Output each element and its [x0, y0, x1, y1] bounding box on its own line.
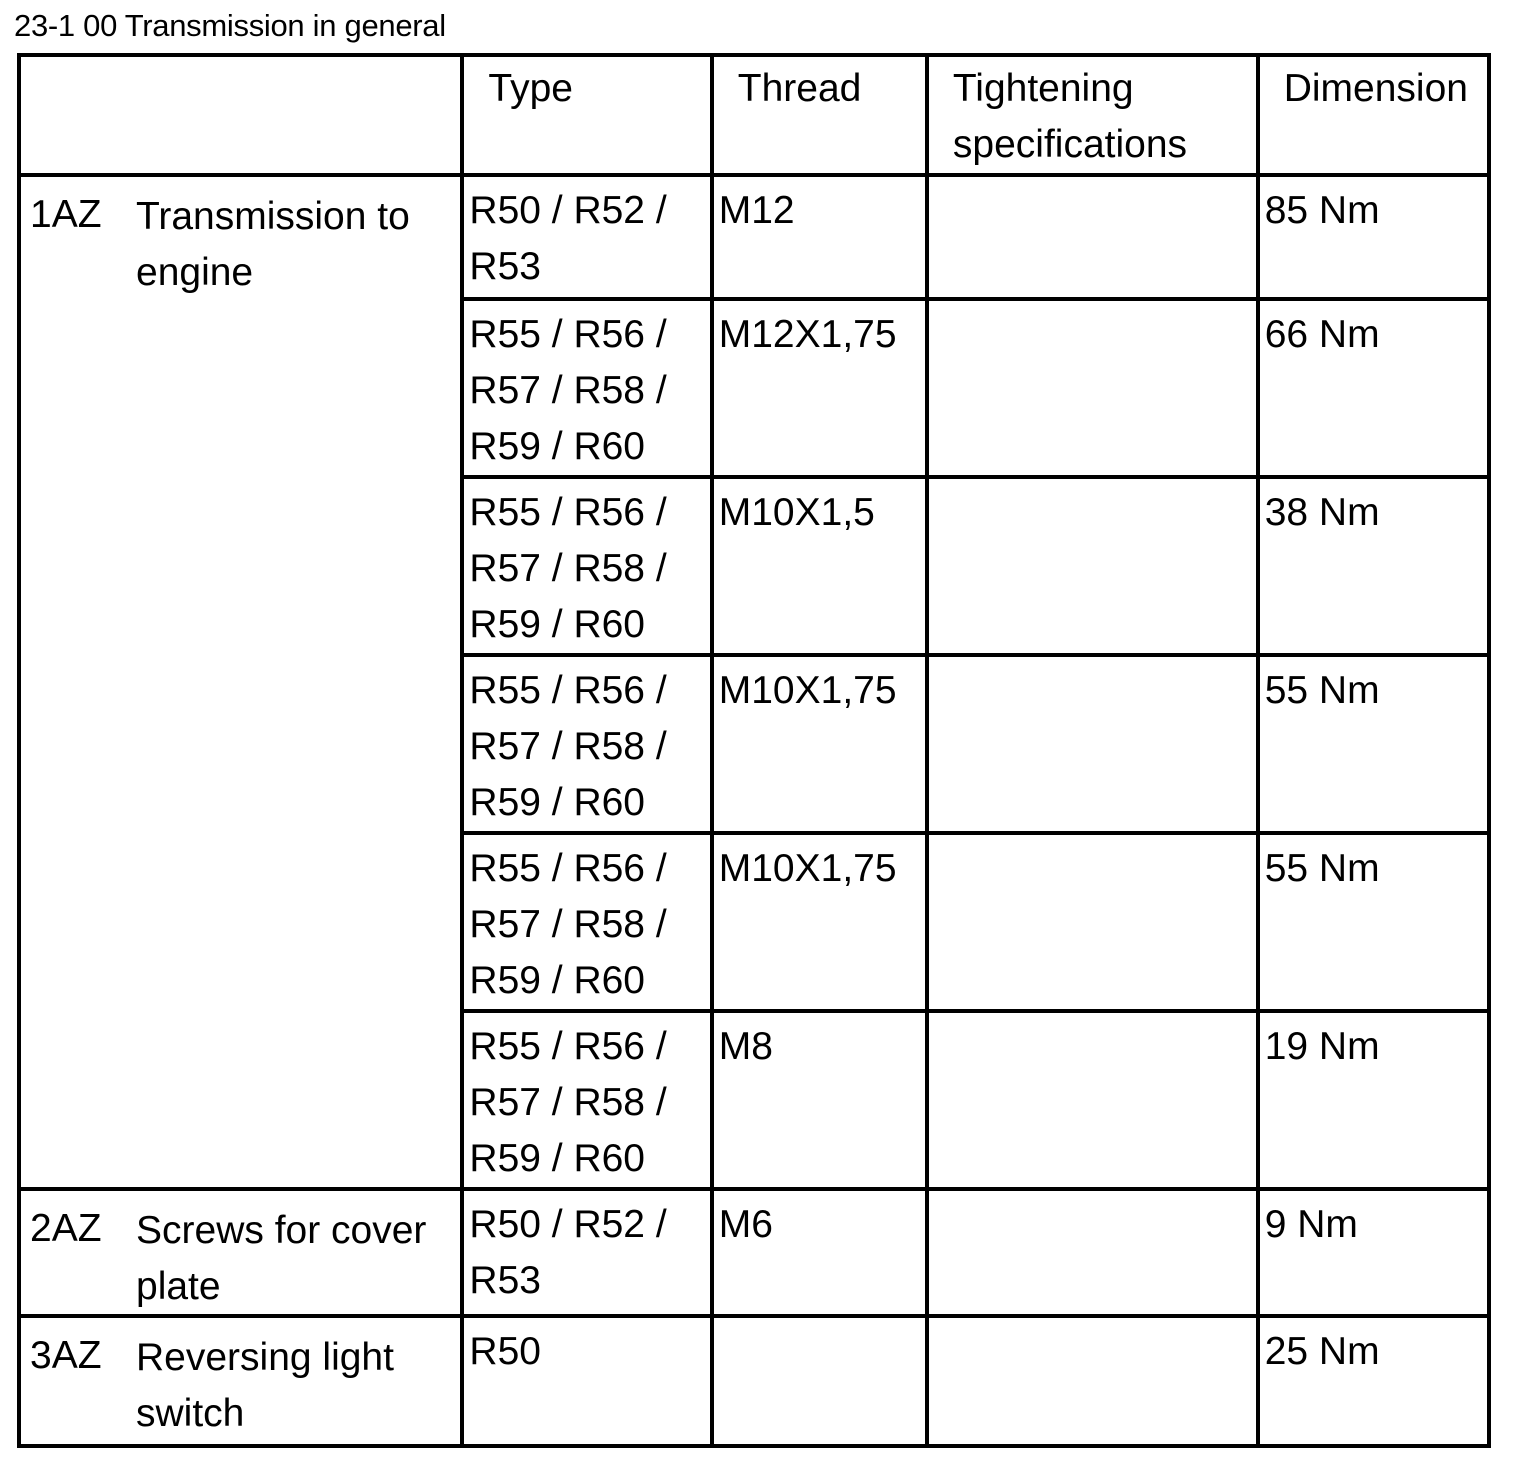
table-row: [19, 1189, 1489, 1316]
thread-cell: [712, 1316, 927, 1446]
thread-cell: M6: [712, 1189, 927, 1316]
type-line: R59 / R60: [469, 603, 646, 646]
thread-cell: M8: [712, 1011, 927, 1189]
type-line: R55 / R56 /: [469, 669, 667, 712]
type-line: R55 / R56 /: [469, 847, 667, 890]
type-cell: [462, 833, 711, 1011]
type-line: R55 / R56 /: [469, 1025, 667, 1068]
type-line: R50 / R52 /: [469, 189, 667, 232]
dimension-cell: 55 Nm: [1258, 655, 1489, 833]
header-dimension: Dimension: [1258, 55, 1489, 175]
type-cell: [462, 1011, 711, 1189]
type-line: R53: [469, 1259, 541, 1302]
type-line: R57 / R58 /: [469, 903, 667, 946]
torque-spec-table: [17, 53, 1491, 1448]
type-cell: [462, 175, 711, 299]
item-code: 3AZ: [30, 1334, 102, 1377]
type-line: R59 / R60: [469, 425, 646, 468]
type-line: R50 / R52 /: [469, 1203, 667, 1246]
type-cell: [462, 299, 711, 477]
tightening-cell: [927, 1011, 1258, 1189]
type-cell: [462, 477, 711, 655]
header-row: [19, 55, 1489, 175]
dimension-cell: 25 Nm: [1258, 1316, 1489, 1446]
thread-cell: M12: [712, 175, 927, 299]
type-line: R57 / R58 /: [469, 1081, 667, 1124]
type-line: R55 / R56 /: [469, 313, 667, 356]
type-line: R53: [469, 245, 541, 288]
dimension-cell: 66 Nm: [1258, 299, 1489, 477]
dimension-cell: 38 Nm: [1258, 477, 1489, 655]
tightening-cell: [927, 1189, 1258, 1316]
header-item-column: [19, 55, 462, 175]
tightening-cell: [927, 1316, 1258, 1446]
type-cell: [462, 655, 711, 833]
dimension-cell: 55 Nm: [1258, 833, 1489, 1011]
type-line: R50: [469, 1330, 541, 1373]
item-cell-3az: [19, 1316, 462, 1446]
thread-cell: M10X1,75: [712, 655, 927, 833]
item-code: 2AZ: [30, 1207, 102, 1250]
header-tightening-line2: specifications: [952, 123, 1188, 166]
header-tightening: [927, 55, 1258, 175]
header-type: Type: [462, 55, 711, 175]
page-title: 23-1 00 Transmission in general: [14, 8, 446, 43]
tightening-cell: [927, 833, 1258, 1011]
type-line: R59 / R60: [469, 1137, 646, 1180]
item-cell-1az: [19, 175, 462, 1189]
item-description: Screws for cover plate: [136, 1209, 427, 1308]
item-description: Transmission to engine: [136, 195, 410, 294]
thread-cell: M10X1,5: [712, 477, 927, 655]
dimension-cell: 85 Nm: [1258, 175, 1489, 299]
dimension-cell: 19 Nm: [1258, 1011, 1489, 1189]
item-code: 1AZ: [30, 193, 102, 236]
type-line: R57 / R58 /: [469, 547, 667, 590]
thread-cell: M10X1,75: [712, 833, 927, 1011]
type-cell: [462, 1316, 711, 1446]
type-line: R57 / R58 /: [469, 725, 667, 768]
header-tightening-line1: Tightening: [952, 67, 1134, 110]
tightening-cell: [927, 299, 1258, 477]
type-line: R57 / R58 /: [469, 369, 667, 412]
item-description: Reversing light switch: [136, 1336, 394, 1435]
dimension-cell: 9 Nm: [1258, 1189, 1489, 1316]
type-line: R59 / R60: [469, 959, 646, 1002]
type-line: R55 / R56 /: [469, 491, 667, 534]
type-cell: [462, 1189, 711, 1316]
tightening-cell: [927, 655, 1258, 833]
type-line: R59 / R60: [469, 781, 646, 824]
table-row: [19, 1316, 1489, 1446]
item-cell-2az: [19, 1189, 462, 1316]
tightening-cell: [927, 477, 1258, 655]
table-row: [19, 175, 1489, 299]
thread-cell: M12X1,75: [712, 299, 927, 477]
header-thread: Thread: [712, 55, 927, 175]
tightening-cell: [927, 175, 1258, 299]
